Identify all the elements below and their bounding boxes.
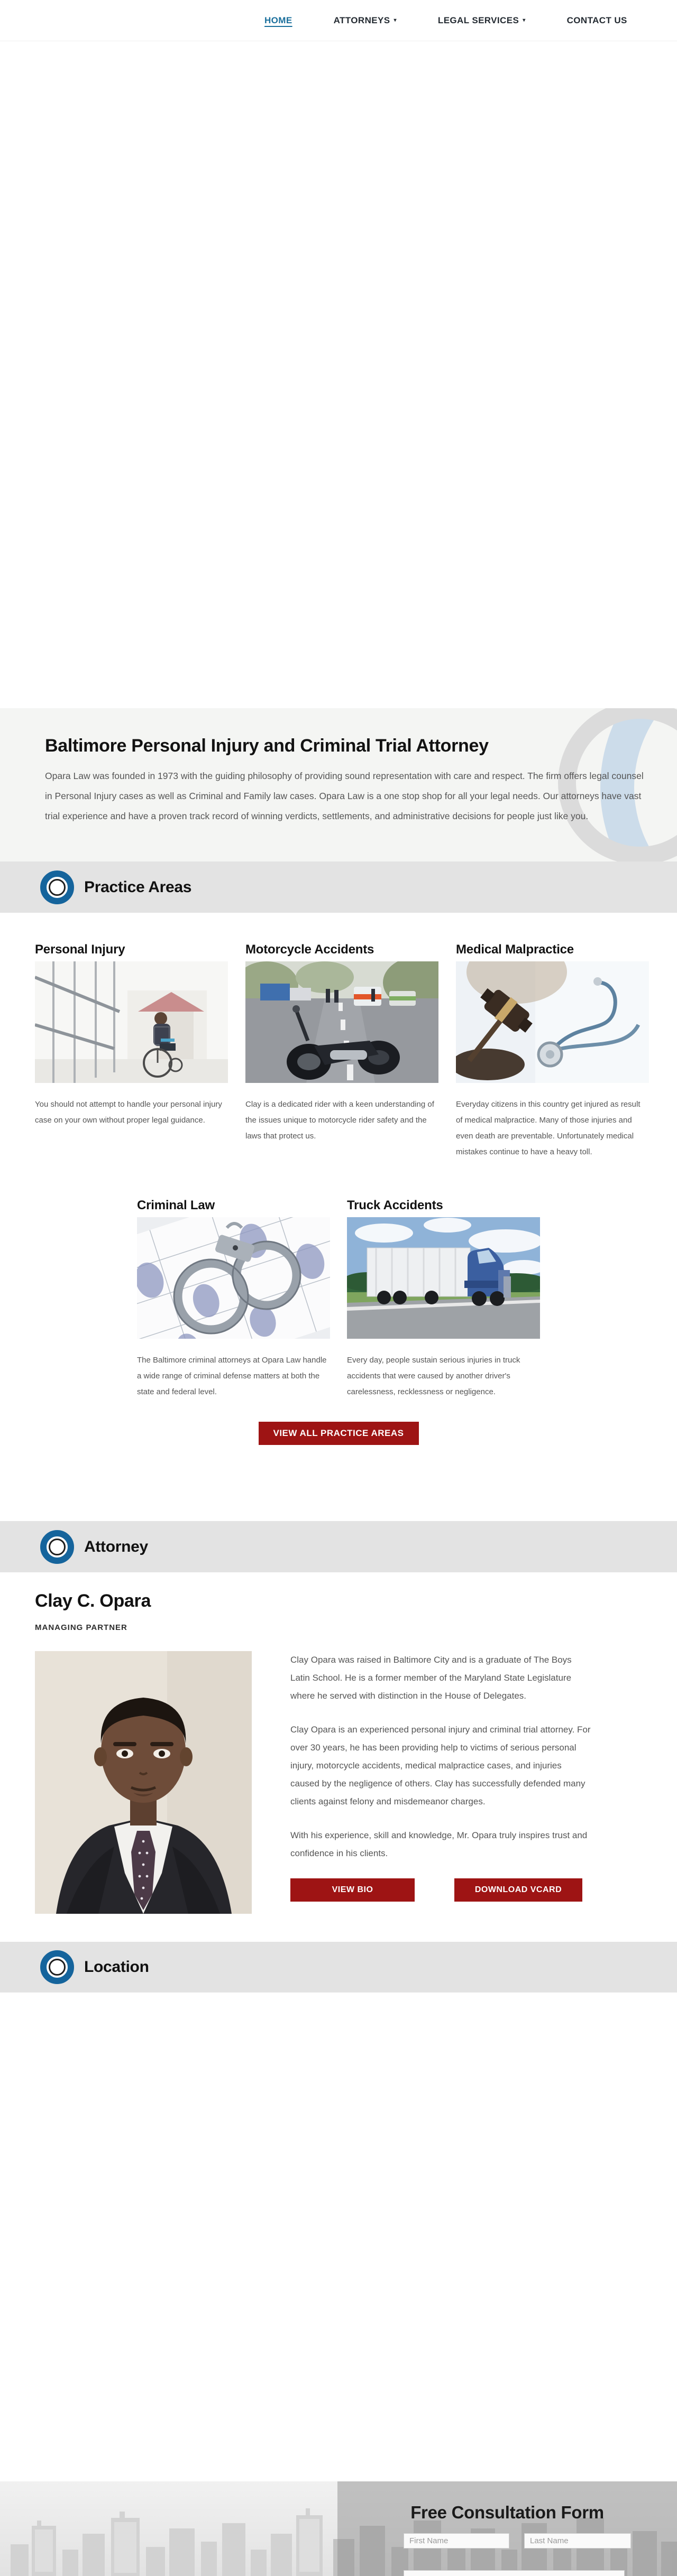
last-name-input[interactable] (524, 2533, 631, 2549)
attorney-role: MANAGING PARTNER (35, 1623, 127, 1632)
card-title: Truck Accidents (347, 1198, 443, 1212)
intro-paragraph: Opara Law was founded in 1973 with the guiding philosophy of providing sound representation with care and respect. The firm offers legal counsel in Personal Injury cases as well as Criminal and Family law cases. Opara Law is a one stop shop for all your legal needs. Our attorneys have vast trial experience and have a proven track record of winning verdicts, settlements, and administrative decisions for people just like you. (45, 771, 644, 821)
nav-item-legal-services[interactable]: LEGAL SERVICES ▾ (437, 15, 526, 25)
gavel-stethoscope-photo (456, 961, 649, 1083)
card-description: Clay is a dedicated rider with a keen understanding of the issues unique to motorcycle rider safety and the laws that protect us. (245, 1100, 434, 1141)
page-title: Baltimore Personal Injury and Criminal Trial Attorney (45, 736, 489, 756)
map-placeholder (0, 1993, 677, 2481)
target-icon (40, 1530, 74, 1564)
practice-areas-title: Practice Areas (84, 878, 192, 896)
view-bio-button[interactable]: VIEW BIO (290, 1878, 415, 1902)
card-title: Motorcycle Accidents (245, 942, 374, 957)
chevron-down-icon: ▾ (523, 17, 526, 23)
download-vcard-button[interactable]: DOWNLOAD VCARD (454, 1878, 582, 1902)
attorney-paragraph: With his experience, skill and knowledge, Mr. Opara truly inspires trust and confidence in his clients. (290, 1830, 588, 1858)
card-title: Personal Injury (35, 942, 125, 957)
nav-item-home[interactable]: HOME (264, 15, 292, 25)
semi-truck-photo (347, 1217, 540, 1339)
nav-list (264, 15, 627, 26)
hero-image-placeholder (0, 41, 677, 708)
consultation-form-panel (337, 2481, 677, 2576)
nav-item-contact-us[interactable]: CONTACT US (566, 15, 627, 25)
card-description: You should not attempt to handle your personal injury case on your own without proper legal guidance. (35, 1100, 222, 1125)
practice-card-medical-malpractice[interactable] (456, 942, 649, 1160)
card-description: Everyday citizens in this country get injured as result of medical malpractice. Many of those injuries and even death are preventable. Unfortunately medical mistakes continue to have a heavy toll. (456, 1100, 641, 1156)
wheelchair-accessibility-photo (35, 961, 228, 1083)
nav-item-attorneys[interactable]: ATTORNEYS ▾ (333, 15, 397, 25)
top-nav (0, 0, 677, 41)
location-band (0, 1942, 677, 1993)
attorney-band (0, 1521, 677, 1572)
attorney-paragraph: Clay Opara was raised in Baltimore City and is a graduate of The Boys Latin School. He is a former member of the Maryland State Legislature where he served with distinction in the House of Delegates. (290, 1655, 572, 1701)
card-description: The Baltimore criminal attorneys at Opara Law handle a wide range of criminal defense matters at both the state and federal level. (137, 1356, 327, 1396)
attorney-section (0, 1572, 677, 1942)
attorney-name: Clay C. Opara (35, 1591, 151, 1611)
clay-opara-portrait-photo (35, 1651, 252, 1914)
card-title: Criminal Law (137, 1198, 215, 1212)
practice-card-truck-accidents[interactable] (347, 1198, 540, 1400)
card-title: Medical Malpractice (456, 942, 574, 957)
attorney-paragraph: Clay Opara is an experienced personal injury and criminal trial attorney. For over 30 years, he has been providing help to victims of serious personal injury, motorcycle accidents, medical malpractice cases, and injuries caused by the negligence of others. Clay has successfully defended many clients against felony and misdemeanor charges. (290, 1725, 591, 1806)
consultation-form-third-input[interactable] (404, 2570, 625, 2576)
footer (0, 2481, 677, 2576)
card-description: Every day, people sustain serious injuries in truck accidents that were caused by another driver's carelessness, recklessness or negligence. (347, 1356, 520, 1396)
target-icon (40, 1950, 74, 1984)
chevron-down-icon: ▾ (394, 17, 397, 23)
practice-areas-section (0, 913, 677, 1521)
practice-areas-band (0, 861, 677, 913)
attorney-section-title: Attorney (84, 1537, 148, 1555)
handcuffs-fingerprints-photo (137, 1217, 330, 1339)
target-icon (40, 870, 74, 904)
intro-section (0, 708, 677, 861)
practice-card-criminal-law[interactable] (137, 1198, 330, 1400)
first-name-input[interactable] (404, 2533, 509, 2549)
location-section-title: Location (84, 1958, 149, 1976)
motorcycle-crash-photo (245, 961, 438, 1083)
practice-card-personal-injury[interactable] (35, 942, 228, 1160)
view-all-practice-areas-button[interactable]: VIEW ALL PRACTICE AREAS (259, 1422, 419, 1445)
consultation-form-title: Free Consultation Form (410, 2503, 604, 2522)
practice-card-motorcycle-accidents[interactable] (245, 942, 438, 1160)
